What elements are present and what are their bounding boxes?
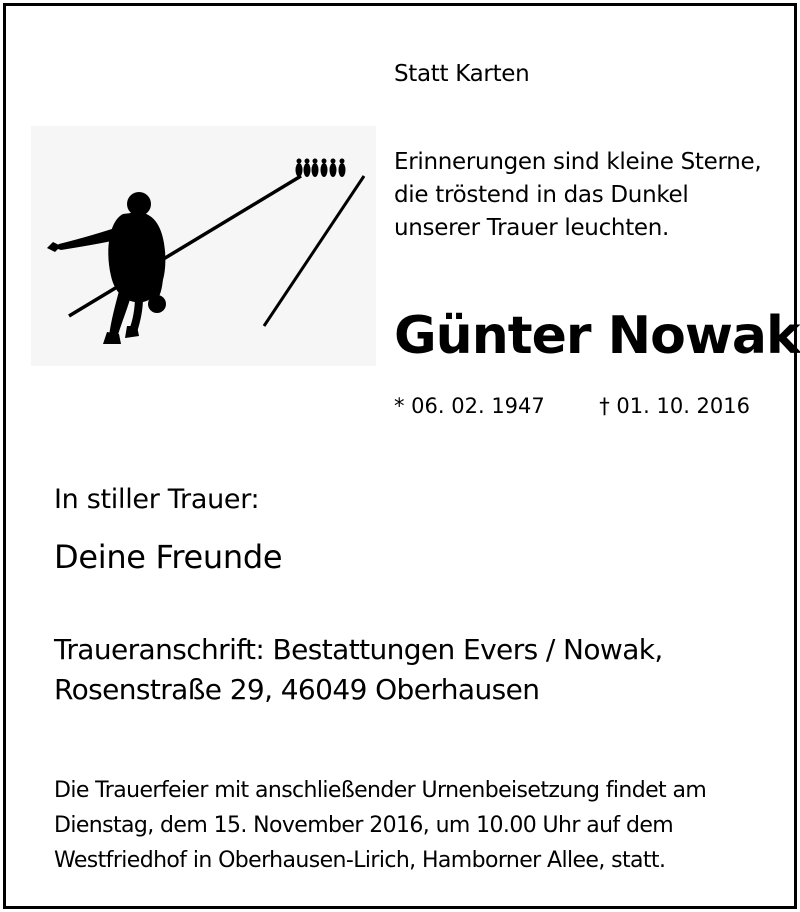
birth-date: * 06. 02. 1947 bbox=[394, 394, 545, 418]
funeral-line: Die Trauerfeier mit anschließender Urnenbeisetzung findet am bbox=[54, 778, 707, 803]
address-line: Rosenstraße 29, 46049 Oberhausen bbox=[54, 673, 540, 706]
verse-line: unserer Trauer leuchten. bbox=[394, 215, 670, 241]
mourners: Deine Freunde bbox=[54, 538, 283, 576]
verse-line: Erinnerungen sind kleine Sterne, bbox=[394, 149, 762, 175]
address-line: Traueranschrift: Bestattungen Evers / Nowak, bbox=[54, 633, 663, 666]
funeral-line: Dienstag, dem 15. November 2016, um 10.00 Uhr auf dem bbox=[54, 813, 674, 838]
mourning-address bbox=[54, 630, 663, 710]
obituary-frame bbox=[3, 3, 800, 909]
funeral-details bbox=[54, 773, 706, 878]
deceased-name: Günter Nowak bbox=[394, 306, 800, 366]
verse-line: die tröstend in das Dunkel bbox=[394, 182, 689, 208]
header-note: Statt Karten bbox=[394, 61, 530, 87]
bowler-silhouette-icon bbox=[31, 126, 376, 366]
funeral-line: Westfriedhof in Oberhausen-Lirich, Hamborner Allee, statt. bbox=[54, 848, 666, 873]
memorial-verse bbox=[394, 146, 761, 245]
mourning-label: In stiller Trauer: bbox=[54, 484, 260, 515]
death-date: † 01. 10. 2016 bbox=[599, 394, 750, 418]
